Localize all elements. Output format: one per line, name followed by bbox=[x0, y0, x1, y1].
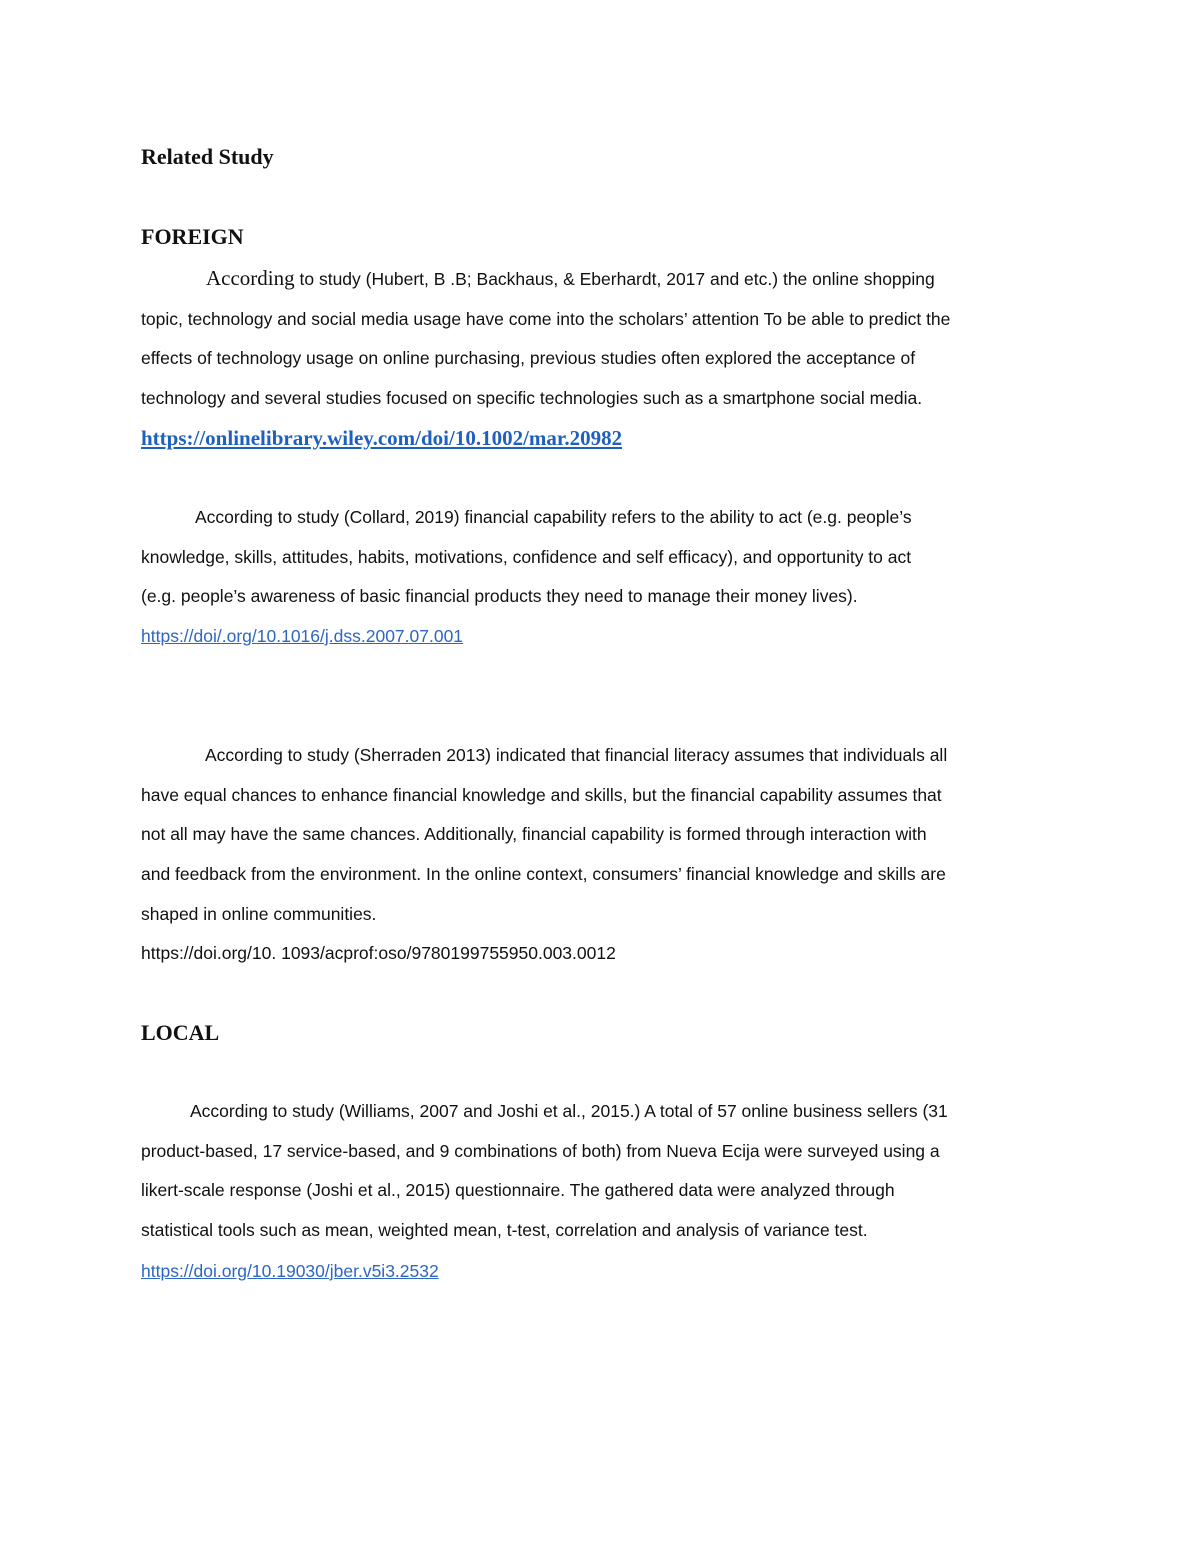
paragraph-line: product-based, 17 service-based, and 9 combinations of both) from Nueva Ecija were surveyed using a bbox=[141, 1140, 940, 1161]
reference-link-wiley[interactable]: https://onlinelibrary.wiley.com/doi/10.1002/mar.20982 bbox=[141, 426, 623, 450]
paragraph-line: likert-scale response (Joshi et al., 2015) questionnaire. The gathered data were analyzed through bbox=[141, 1180, 895, 1201]
section-heading-local: LOCAL bbox=[141, 1020, 220, 1045]
reference-link-jber[interactable]: https://doi.org/10.19030/jber.v5i3.2532 bbox=[141, 1261, 439, 1281]
page-title: Related Study bbox=[141, 144, 274, 169]
paragraph-line: According to study (Collard, 2019) financial capability refers to the ability to act (e.g. people’s bbox=[195, 507, 912, 527]
paragraph-line: and feedback from the environment. In the online context, consumers’ financial knowledge and skills are bbox=[141, 864, 946, 885]
paragraph-line bbox=[141, 259, 1071, 300]
paragraph-sherraden bbox=[141, 736, 1071, 935]
paragraph-line: According to study (Williams, 2007 and Joshi et al., 2015.) A total of 57 online business sellers (31 bbox=[190, 1101, 948, 1121]
paragraph-hubert bbox=[141, 259, 1071, 419]
paragraph-williams bbox=[141, 1092, 1071, 1251]
section-heading-foreign: FOREIGN bbox=[141, 224, 244, 249]
paragraph-collard bbox=[141, 498, 1071, 617]
paragraph-line: statistical tools such as mean, weighted mean, t-test, correlation and analysis of variance test. bbox=[141, 1220, 868, 1241]
paragraph-lead-word: According bbox=[206, 266, 295, 290]
paragraph-line: According to study (Sherraden 2013) indicated that financial literacy assumes that individuals all bbox=[205, 745, 948, 765]
paragraph-line: have equal chances to enhance financial knowledge and skills, but the financial capability assumes that bbox=[141, 784, 942, 805]
paragraph-line-text: to study (Hubert, B .B; Backhaus, & Eberhardt, 2017 and etc.) the online shopping bbox=[294, 269, 935, 289]
reference-link-dss[interactable]: https://doi/.org/10.1016/j.dss.2007.07.001 bbox=[141, 626, 464, 646]
paragraph-line: not all may have the same chances. Additionally, financial capability is formed through interaction with bbox=[141, 824, 927, 845]
paragraph-line: effects of technology usage on online purchasing, previous studies often explored the acceptance of bbox=[141, 348, 916, 369]
paragraph-line: knowledge, skills, attitudes, habits, motivations, confidence and self efficacy), and opportunity to act bbox=[141, 546, 912, 567]
paragraph-line: shaped in online communities. bbox=[141, 903, 377, 924]
paragraph-line: technology and several studies focused on specific technologies such as a smartphone social media. bbox=[141, 388, 923, 409]
paragraph-line: (e.g. people’s awareness of basic financial products they need to manage their money lives). bbox=[141, 586, 858, 607]
paragraph-line: topic, technology and social media usage have come into the scholars’ attention To be able to predict the bbox=[141, 308, 951, 329]
reference-url-oup: https://doi.org/10. 1093/acprof:oso/9780199755950.003.0012 bbox=[141, 943, 616, 963]
